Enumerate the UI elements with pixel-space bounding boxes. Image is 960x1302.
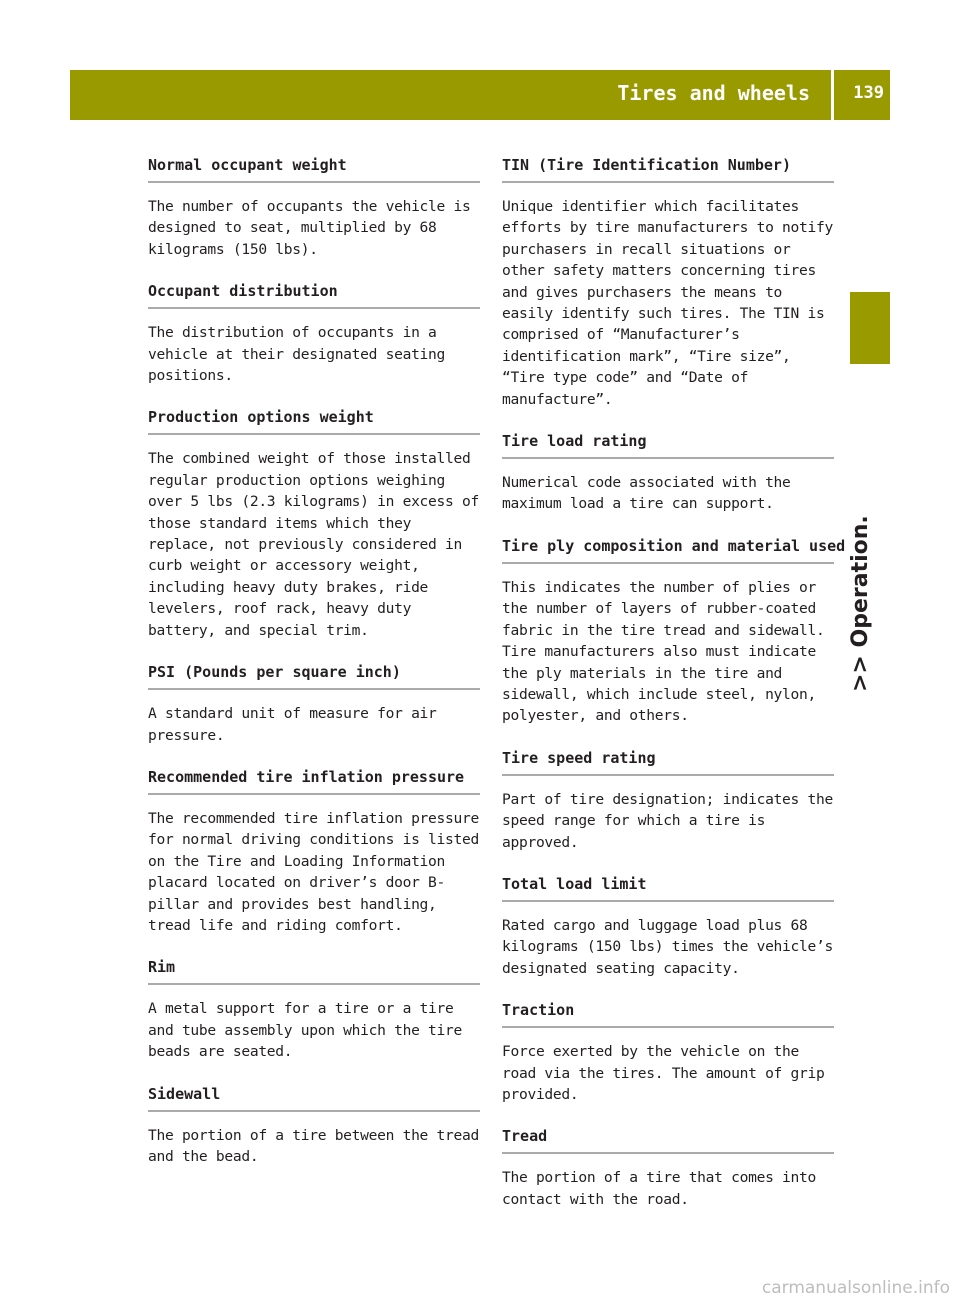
- glossary-entry: [148, 408, 480, 641]
- glossary-definition: The combined weight of those installed regular production options weighing over 5 lbs (2.3 kilograms) in excess of those standard items which they replace, not previously considered in curb weight or accessory weight, including heavy duty brakes, ride levelers, roof rack, heavy duty battery, and special trim.: [148, 450, 479, 639]
- glossary-term: Recommended tire inflation pressure: [148, 768, 480, 795]
- glossary-entry: [502, 749, 834, 853]
- glossary-term: Tire speed rating: [502, 749, 834, 776]
- glossary-entry: [502, 432, 834, 515]
- glossary-entry: [148, 282, 480, 386]
- glossary-term: Production options weight: [148, 408, 480, 435]
- glossary-term: Traction: [502, 1001, 834, 1028]
- glossary-definition: Rated cargo and luggage load plus 68 kilograms (150 lbs) times the vehicle’s designated seating capacity.: [502, 916, 833, 977]
- watermark: carmanualsonline.info: [761, 1278, 950, 1298]
- glossary-entry: [502, 536, 846, 727]
- chapter-label: >> Operation.: [848, 515, 873, 692]
- glossary-term: Normal occupant weight: [148, 156, 480, 183]
- chapter-tab: [850, 292, 890, 364]
- glossary-term: Total load limit: [502, 875, 834, 902]
- glossary-definition: Unique identifier which facilitates efforts by tire manufacturers to notify purchasers in recall situations or other safety matters concerning tires and gives purchasers the means to easily identify such tires. The TIN is comprised of “Manufacturer’s identification mark”, “Tire size”, “Tire type code” and “Date of manufacture”.: [502, 198, 833, 408]
- glossary-definition: The portion of a tire that comes into contact with the road.: [502, 1169, 816, 1208]
- glossary-entry: [148, 156, 480, 260]
- glossary-term: TIN (Tire Identification Number): [502, 156, 834, 183]
- glossary-definition: A metal support for a tire or a tire and tube assembly upon which the tire beads are seated.: [148, 1000, 462, 1061]
- glossary-definition: This indicates the number of plies or the number of layers of rubber-coated fabric in the tire tread and sidewall. Tire manufacturers also must indicate the ply materials in the tire and sidewall, which include steel, nylon, polyester, and others.: [502, 578, 825, 725]
- glossary-entry: [148, 663, 480, 746]
- glossary-term: Tire load rating: [502, 432, 834, 459]
- glossary-definition: The number of occupants the vehicle is designed to seat, multiplied by 68 kilograms (150 lbs).: [148, 198, 471, 258]
- glossary-definition: Part of tire designation; indicates the speed range for which a tire is approved.: [502, 790, 833, 851]
- glossary-entry: [502, 1127, 834, 1210]
- glossary-definition: Numerical code associated with the maximum load a tire can support.: [502, 474, 791, 513]
- glossary-term: Occupant distribution: [148, 282, 480, 309]
- page-header-bar: [70, 70, 890, 120]
- glossary-entry: [148, 1085, 480, 1168]
- glossary-term: Tread: [502, 1127, 834, 1154]
- glossary-definition: Force exerted by the vehicle on the road via the tires. The amount of grip provided.: [502, 1043, 825, 1103]
- glossary-left-column: [148, 156, 480, 1167]
- glossary-definition: A standard unit of measure for air pressure.: [148, 705, 437, 744]
- glossary-term: Rim: [148, 958, 480, 985]
- glossary-entry: [502, 1001, 834, 1105]
- glossary-definition: The recommended tire inflation pressure for normal driving conditions is listed on the Tire and Loading Information placard located on driver’s door B-pillar and provides best handling, tread life and riding comfort.: [148, 809, 479, 934]
- glossary-entry: [148, 958, 480, 1062]
- glossary-entry: [502, 156, 834, 410]
- page-number: 139: [853, 83, 884, 103]
- glossary-entry: [148, 768, 480, 936]
- glossary-term: Sidewall: [148, 1085, 480, 1112]
- header-divider: [831, 70, 834, 120]
- glossary-definition: The portion of a tire between the tread and the bead.: [148, 1126, 479, 1165]
- glossary-definition: The distribution of occupants in a vehicle at their designated seating positions.: [148, 324, 446, 385]
- glossary-entry: [502, 875, 834, 979]
- glossary-right-column: [502, 156, 846, 1210]
- section-title: Tires and wheels: [617, 81, 810, 105]
- glossary-term: PSI (Pounds per square inch): [148, 663, 480, 690]
- glossary-term: Tire ply composition and material used: [502, 537, 834, 564]
